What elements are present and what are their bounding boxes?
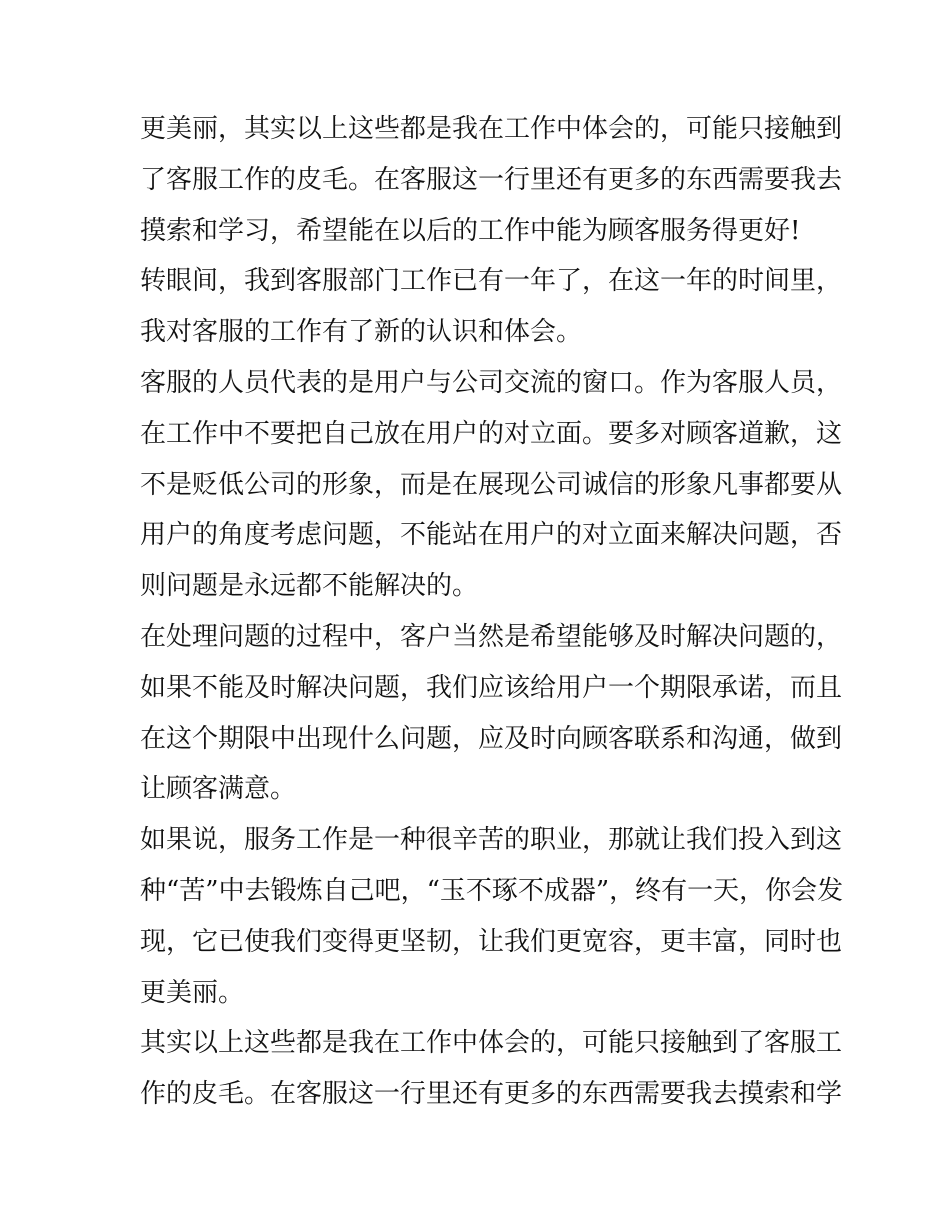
- text-line: 更美丽。: [140, 977, 245, 1008]
- text-line: 在工作中不要把自己放在用户的对立面。要多对顾客道歉，这: [140, 418, 843, 449]
- text-line: 让顾客满意。: [140, 774, 297, 805]
- text-line: 了客服工作的皮毛。在客服这一行里还有更多的东西需要我去: [140, 164, 843, 195]
- document-body: [140, 104, 844, 1120]
- text-line: 不是贬低公司的形象，而是在展现公司诚信的形象凡事都要从: [140, 469, 843, 500]
- text-line: 更美丽，其实以上这些都是我在工作中体会的，可能只接触到: [140, 114, 843, 144]
- text-line: 转眼间，我到客服部门工作已有一年了，在这一年的时间里，: [140, 266, 843, 297]
- text-line: 现，它已使我们变得更坚韧，让我们更宽容，更丰富，同时也: [140, 926, 843, 957]
- text-line: 在这个期限中出现什么问题，应及时向顾客联系和沟通，做到: [140, 723, 843, 754]
- text-line: 如果说，服务工作是一种很辛苦的职业，那就让我们投入到这: [140, 825, 843, 856]
- text-line: 我对客服的工作有了新的认识和体会。: [140, 317, 583, 348]
- text-line: 其实以上这些都是我在工作中体会的，可能只接触到了客服工: [140, 1028, 843, 1059]
- text-line: 作的皮毛。在客服这一行里还有更多的东西需要我去摸索和学: [140, 1079, 843, 1110]
- text-line: 在处理问题的过程中，客户当然是希望能够及时解决问题的，: [140, 621, 843, 652]
- text-line: 用户的角度考虑问题，不能站在用户的对立面来解决问题，否: [140, 520, 843, 551]
- text-line: 如果不能及时解决问题，我们应该给用户一个期限承诺，而且: [140, 672, 843, 703]
- text-line: 摸索和学习，希望能在以后的工作中能为顾客服务得更好!: [140, 215, 801, 246]
- text-line: 种“苦”中去锻炼自己吧，“玉不琢不成器”，终有一天，你会发: [140, 875, 844, 906]
- text-line: 客服的人员代表的是用户与公司交流的窗口。作为客服人员，: [140, 367, 843, 398]
- text-line: 则问题是永远都不能解决的。: [140, 571, 479, 602]
